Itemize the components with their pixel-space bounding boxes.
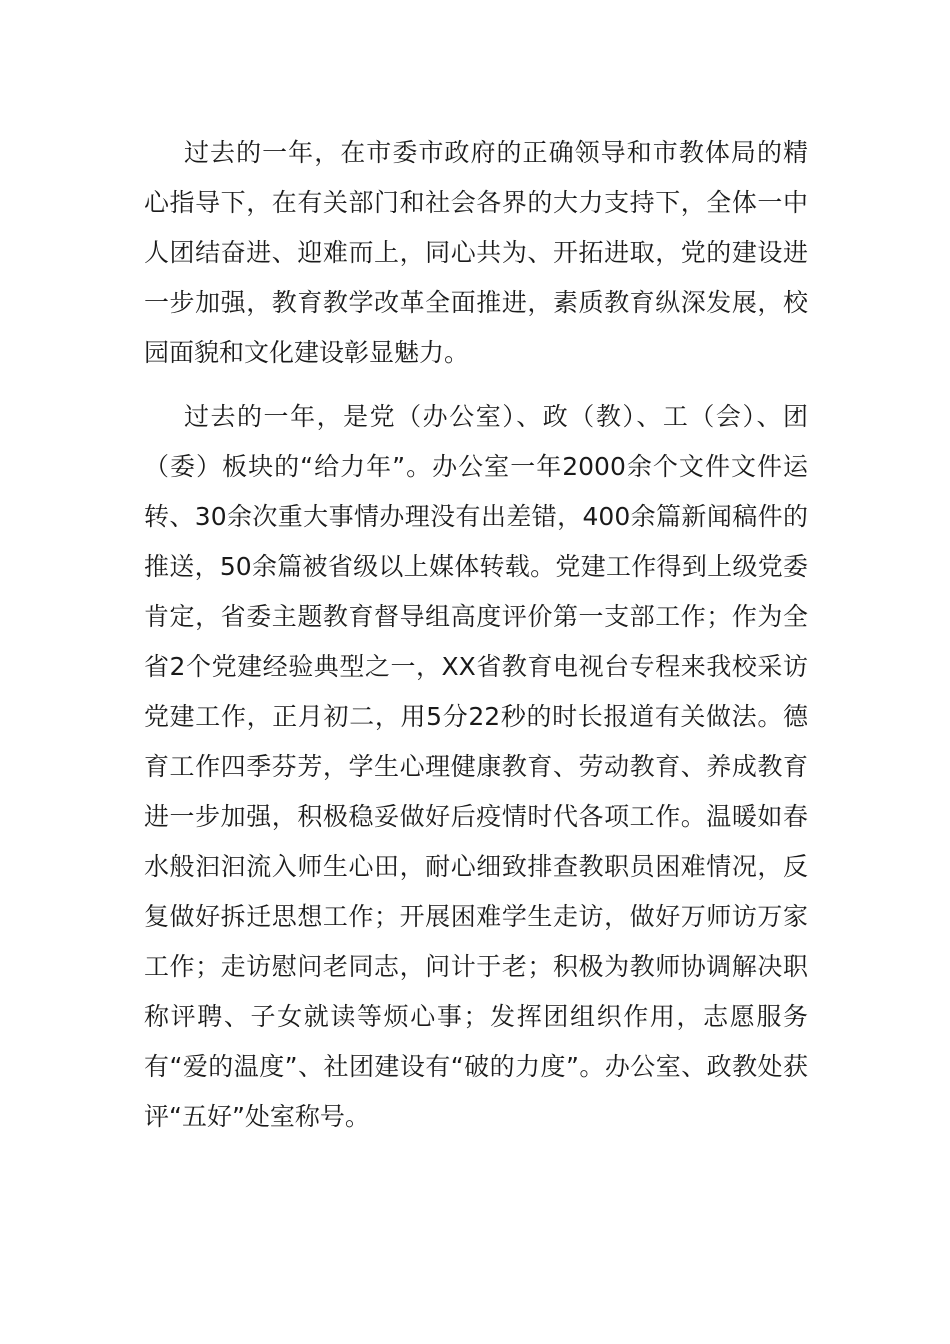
document-body [144, 128, 808, 1142]
paragraph-2: 过去的一年，是党（办公室）、政（教）、工（会）、团（委）板块的“给力年”。办公室一年2000余个文件文件运转、30余次重大事情办理没有出差错，400余篇新闻稿件的推送，50余篇被省级以上媒体转载。党建工作得到上级党委肯定，省委主题教育督导组高度评价第一支部工作；作为全省2个党建经验典型之一，XX省教育电视台专程来我校采访党建工作，正月初二，用5分22秒的时长报道有关做法。德育工作四季芬芳，学生心理健康教育、劳动教育、养成教育进一步加强，积极稳妥做好后疫情时代各项工作。温暖如春水般汩汩流入师生心田，耐心细致排查教职员困难情况，反复做好拆迁思想工作；开展困难学生走访，做好万师访万家工作；走访慰问老同志，问计于老；积极为教师协调解决职称评聘、子女就读等烦心事；发挥团组织作用，志愿服务有“爱的温度”、社团建设有“破的力度”。办公室、政教处获评“五好”处室称号。 [144, 402, 808, 1131]
paragraph-1: 过去的一年，在市委市政府的正确领导和市教体局的精心指导下，在有关部门和社会各界的大力支持下，全体一中人团结奋进、迎难而上，同心共为、开拓进取，党的建设进一步加强，教育教学改革全面推进，素质教育纵深发展，校园面貌和文化建设彰显魅力。 [144, 138, 808, 367]
